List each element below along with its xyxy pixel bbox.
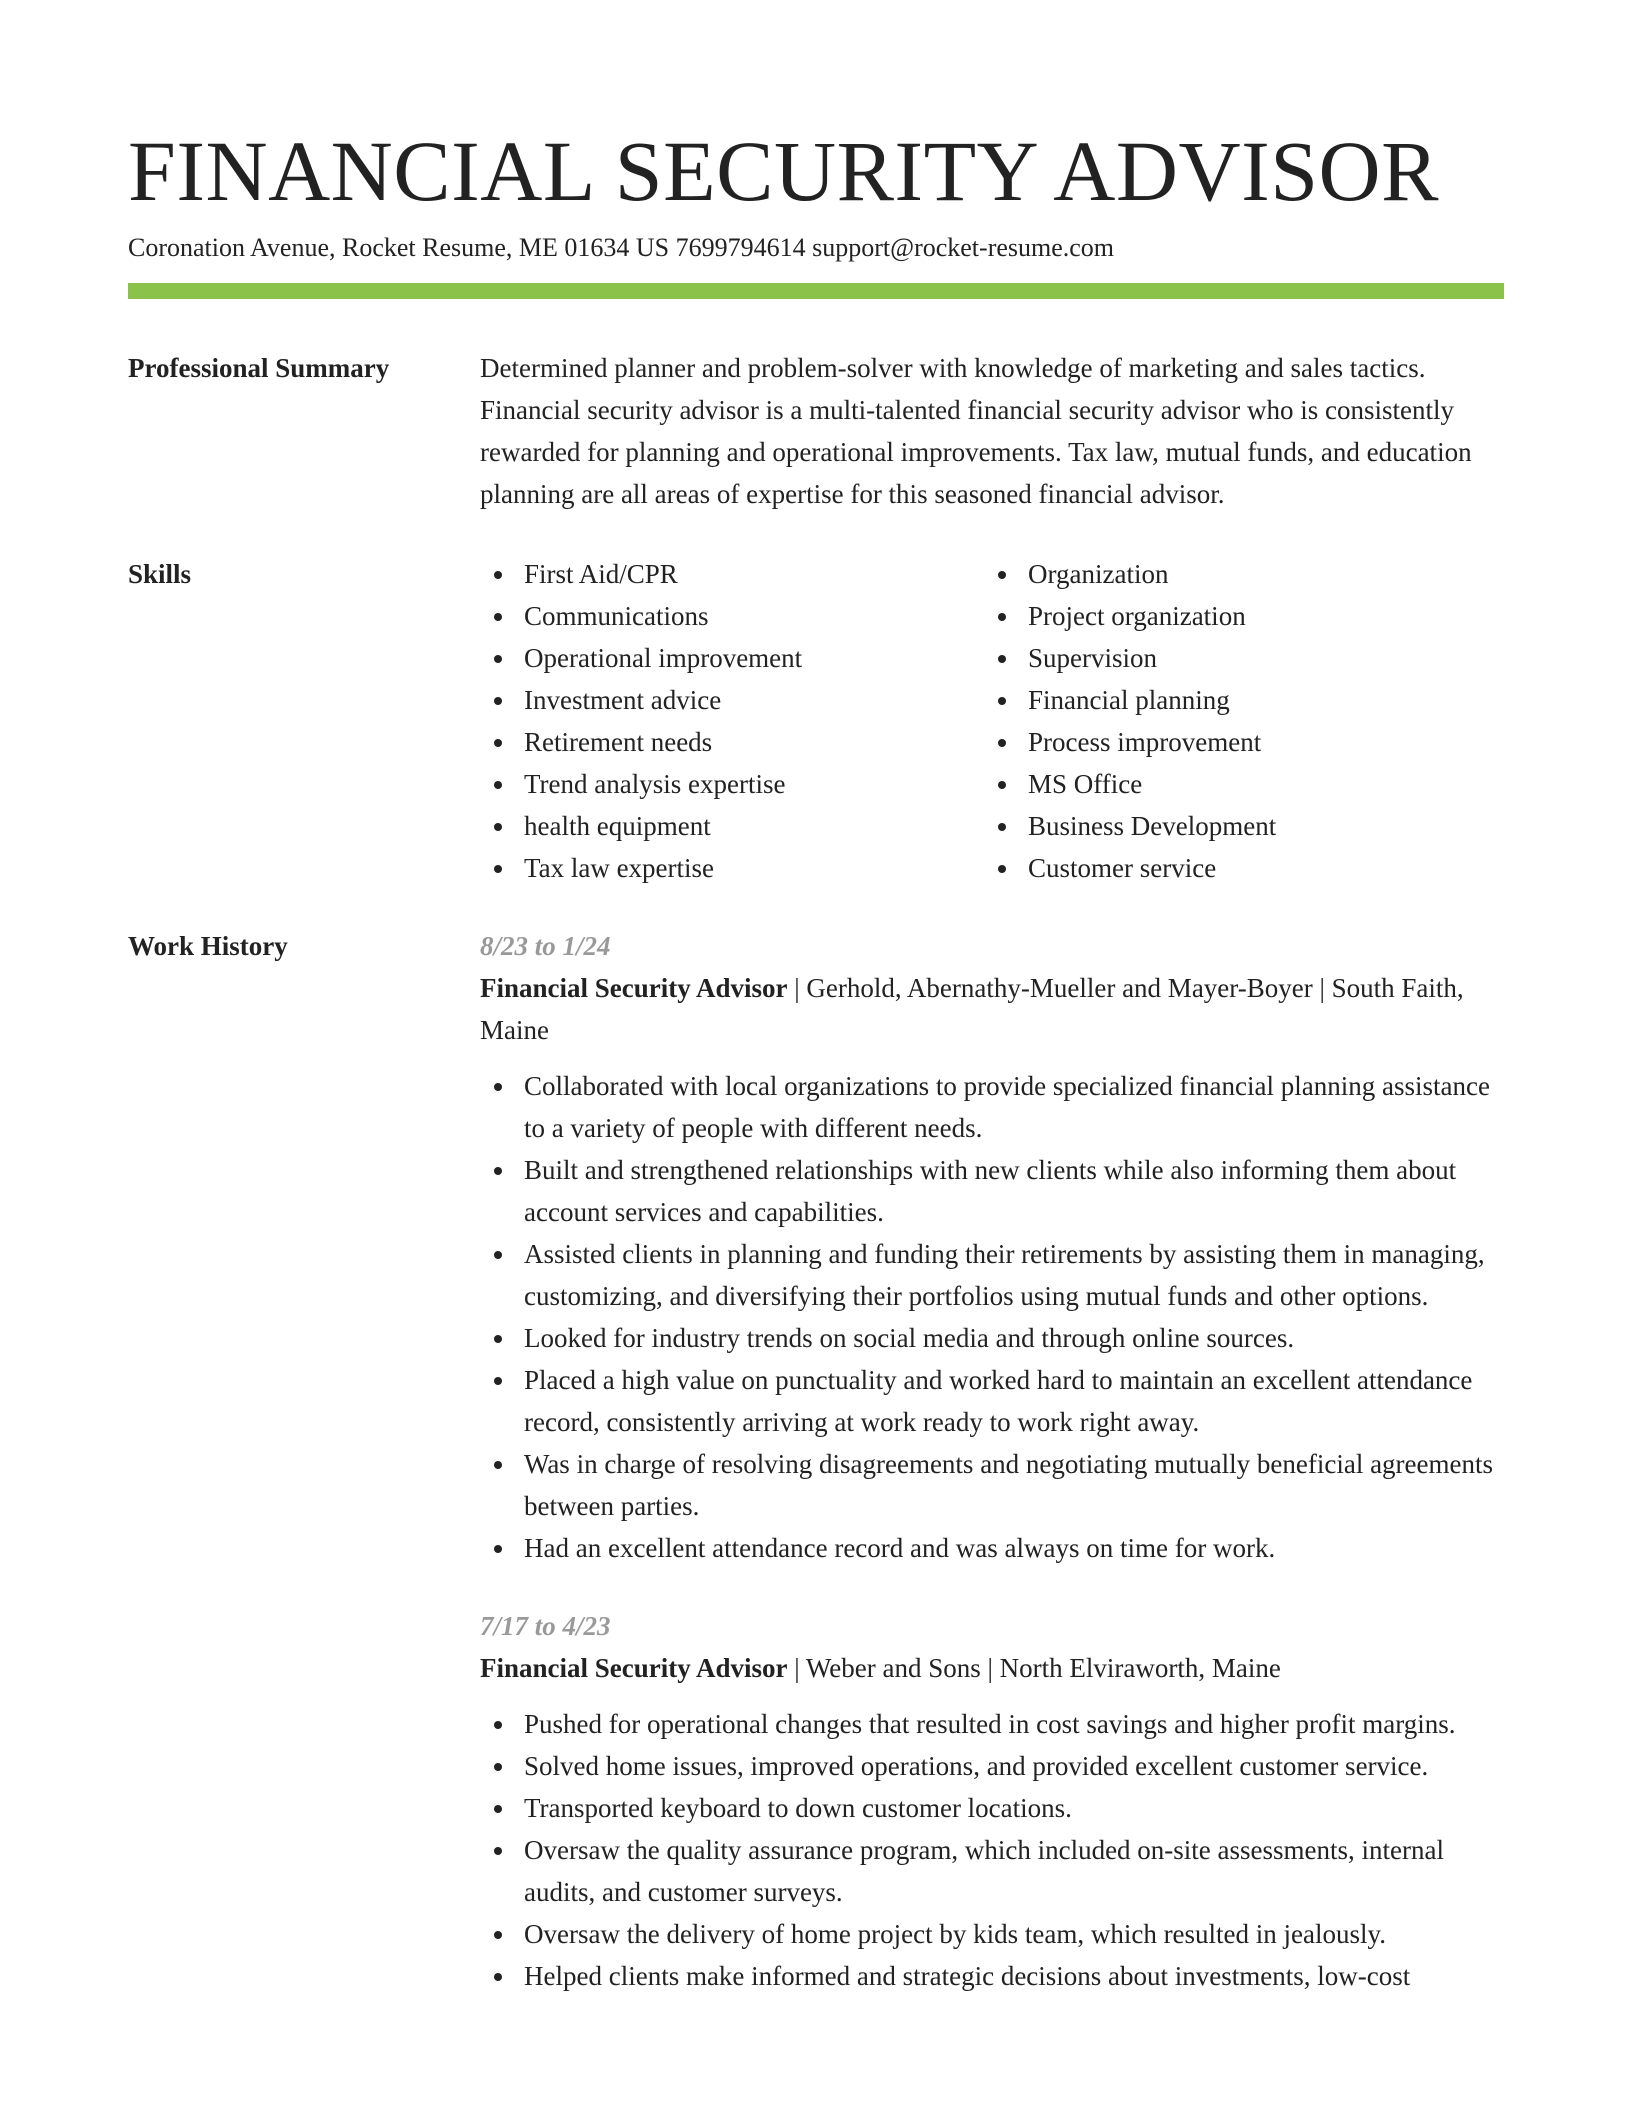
skills-heading: Skills [128, 559, 192, 589]
skill-item: MS Office [984, 763, 1488, 805]
summary-text: Determined planner and problem-solver with knowledge of marketing and sales tactics. Financial security advisor is a multi-talented financial security advisor who is consistently rewarded for planning and operational improvements. Tax law, mutual funds, and education planning are all areas of expertise for this seasoned financial advisor. [480, 353, 1472, 509]
skill-item: Project organization [984, 595, 1488, 637]
job-title: Financial Security Advisor [480, 1653, 788, 1683]
summary-section [128, 347, 1504, 515]
skill-item: Financial planning [984, 679, 1488, 721]
skill-item: Operational improvement [480, 637, 984, 679]
responsibility-item: Was in charge of resolving disagreements and negotiating mutually beneficial agreements between parties. [480, 1443, 1504, 1527]
job-heading [480, 967, 1504, 1051]
job-entry [480, 925, 1504, 1569]
skill-item: First Aid/CPR [480, 553, 984, 595]
responsibility-item: Helped clients make informed and strategic decisions about investments, low-cost [480, 1955, 1504, 1997]
skill-item: Retirement needs [480, 721, 984, 763]
skill-item: Tax law expertise [480, 847, 984, 889]
skills-list-right [984, 553, 1488, 889]
job-dates: 8/23 to 1/24 [480, 931, 611, 961]
contact-line: Coronation Avenue, Rocket Resume, ME 01634 US 7699794614 support@rocket-resume.com [128, 233, 1115, 262]
skill-item: Customer service [984, 847, 1488, 889]
job-responsibilities [480, 1065, 1504, 1569]
skill-item: Communications [480, 595, 984, 637]
responsibility-item: Placed a high value on punctuality and worked hard to maintain an excellent attendance record, consistently arriving at work ready to work right away. [480, 1359, 1504, 1443]
skills-section [128, 553, 1504, 889]
job-employer-location: | Gerhold, Abernathy-Mueller and Mayer-Boyer | South Faith, Maine [480, 973, 1464, 1045]
skill-item: Business Development [984, 805, 1488, 847]
job-title: Financial Security Advisor [480, 973, 788, 1003]
job-employer-location: | Weber and Sons | North Elviraworth, Maine [787, 1653, 1281, 1683]
resume-title: FINANCIAL SECURITY ADVISOR [128, 123, 1440, 219]
responsibility-item: Transported keyboard to down customer locations. [480, 1787, 1504, 1829]
skill-item: Supervision [984, 637, 1488, 679]
job-entry [480, 1605, 1504, 1997]
work-history-heading: Work History [128, 931, 288, 961]
job-dates: 7/17 to 4/23 [480, 1611, 611, 1641]
work-history-section [128, 925, 1504, 1997]
summary-heading: Professional Summary [128, 353, 390, 383]
skills-list-left [480, 553, 984, 889]
responsibility-item: Looked for industry trends on social media and through online sources. [480, 1317, 1504, 1359]
job-responsibilities [480, 1703, 1504, 1997]
responsibility-item: Oversaw the delivery of home project by kids team, which resulted in jealously. [480, 1913, 1504, 1955]
responsibility-item: Oversaw the quality assurance program, which included on-site assessments, internal audits, and customer surveys. [480, 1829, 1504, 1913]
skills-grid [480, 553, 1504, 889]
responsibility-item: Pushed for operational changes that resulted in cost savings and higher profit margins. [480, 1703, 1504, 1745]
responsibility-item: Had an excellent attendance record and was always on time for work. [480, 1527, 1504, 1569]
skill-item: Investment advice [480, 679, 984, 721]
skill-item: Process improvement [984, 721, 1488, 763]
skill-item: Trend analysis expertise [480, 763, 984, 805]
skill-item: Organization [984, 553, 1488, 595]
responsibility-item: Built and strengthened relationships with new clients while also informing them about account services and capabilities. [480, 1149, 1504, 1233]
job-heading [480, 1647, 1504, 1689]
skill-item: health equipment [480, 805, 984, 847]
responsibility-item: Assisted clients in planning and funding their retirements by assisting them in managing, customizing, and diversifying their portfolios using mutual funds and other options. [480, 1233, 1504, 1317]
resume-page [128, 0, 1504, 1997]
header-divider [128, 283, 1504, 299]
responsibility-item: Collaborated with local organizations to provide specialized financial planning assistance to a variety of people with different needs. [480, 1065, 1504, 1149]
responsibility-item: Solved home issues, improved operations, and provided excellent customer service. [480, 1745, 1504, 1787]
